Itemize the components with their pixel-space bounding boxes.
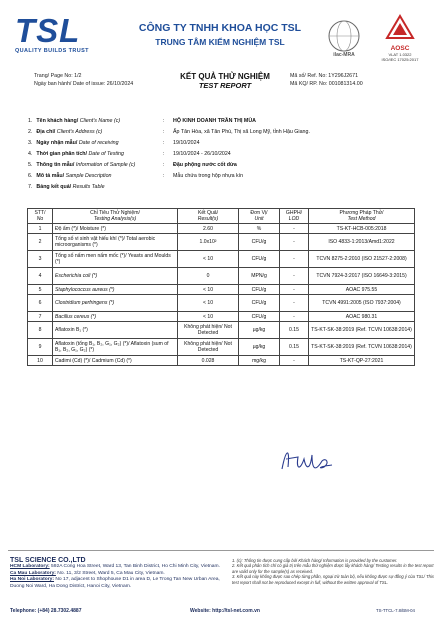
cell-result: 0.028 <box>178 356 239 366</box>
report-number: Mã KQ/ RP. No: 001081314.00 <box>290 81 363 87</box>
cell-analysis: Staphylococcus aureus (*) <box>53 285 178 295</box>
cell-method: TS-KT-SK-38:2019 (Ref. TCVN 10638:2014) <box>309 322 415 339</box>
cell-no: 9 <box>28 339 53 356</box>
cell-no: 10 <box>28 356 53 366</box>
header-unit: Đơn Vị/ Unit <box>239 209 280 224</box>
cell-method: TCVN 7924-3:2017 (ISO 16649-3:2015) <box>309 268 415 285</box>
table-row <box>28 224 415 234</box>
cell-lod: - <box>280 268 309 285</box>
aosc-badge <box>372 14 428 66</box>
ilac-text: ilac-MRA <box>333 52 355 58</box>
issue-date: Ngày ban hành/ Date of issue: 26/10/2024 <box>34 81 134 87</box>
cell-unit: CFU/g <box>239 295 280 312</box>
cell-analysis: Aflatoxin B₁ (*) <box>53 322 178 339</box>
cell-result: < 10 <box>178 285 239 295</box>
cell-result: < 10 <box>178 295 239 312</box>
cell-no: 3 <box>28 251 53 268</box>
table-row <box>28 268 415 285</box>
cell-lod: 0.15 <box>280 322 309 339</box>
vlat-text: VLAT 1.0322 <box>388 52 412 57</box>
cell-method: TS-KT-QP-27:2021 <box>309 356 415 366</box>
aosc-triangle-icon <box>385 14 415 40</box>
header-method: Phương Pháp Thử/ Test Method <box>309 209 415 224</box>
table-row <box>28 234 415 251</box>
cell-lod: - <box>280 224 309 234</box>
footer-telephone: Telephone: (+84) 28.7302.4887 <box>10 608 82 614</box>
cell-unit: CFU/g <box>239 312 280 322</box>
cell-lod: - <box>280 356 309 366</box>
footer-note-3: 3. Kết quả này không được sao chép từng phần, ngoại trừ toàn bộ, nếu không được sự đồng ý của TSL/ This test report shall not be reproduced except in full, without the written approval of TSL. <box>232 574 435 585</box>
cell-result: 2.60 <box>178 224 239 234</box>
header-analysis: Chỉ Tiêu Thử Nghiệm/ Testing Analysis(s) <box>53 209 178 224</box>
company-name: CÔNG TY TNHH KHOA HỌC TSL <box>138 22 302 34</box>
info-label: 5. Thông tin mẫu/ Information of Sample (c) <box>28 162 136 168</box>
cell-analysis: Tổng số nấm men nấm mốc (*)/ Yeasts and Moulds (*) <box>53 251 178 268</box>
cell-lod: - <box>280 312 309 322</box>
logo-tagline: QUALITY BUILDS TRUST <box>15 48 89 54</box>
cell-no: 2 <box>28 234 53 251</box>
report-title-vi: KẾT QUẢ THỬ NGHIỆM <box>180 72 270 81</box>
company-logo <box>15 14 111 64</box>
info-value: Mẫu chứa trong hộp nhựa kín <box>173 173 244 179</box>
cell-no: 6 <box>28 295 53 312</box>
cell-no: 8 <box>28 322 53 339</box>
info-value: 19/10/2024 <box>173 140 200 146</box>
cell-method: AOAC 980.31 <box>309 312 415 322</box>
results-header-row <box>28 209 415 224</box>
cell-analysis: Aflatoxin (tổng B₁, B₂, G₁, G₂) (*)/ Aflatoxin (sum of B₁, B₂, G₁, G₂) (*) <box>53 339 178 356</box>
signature-mark <box>276 443 338 477</box>
info-value: 19/10/2024 - 26/10/2024 <box>173 151 231 157</box>
info-label: 3. Ngày nhận mẫu/ Date of receiving <box>28 140 119 146</box>
cell-unit: CFU/g <box>239 251 280 268</box>
cell-analysis: Escherichia coli (*) <box>53 268 178 285</box>
ref-number: Mã số/ Ref. No: 1Y296J2671 <box>290 73 359 79</box>
table-row <box>28 295 415 312</box>
cell-method: TS-KT-HCB-005:2018 <box>309 224 415 234</box>
cell-unit: µg/kg <box>239 339 280 356</box>
info-label: 2. Địa chỉ/ Client's Address (c) <box>28 129 103 135</box>
info-colon: : <box>163 151 165 157</box>
footer-note-1: 1. (c): Thông tin được cung cấp bởi Khách hàng/ Information is provided by the customer. <box>232 558 398 563</box>
cell-analysis: Clostridium perfringens (*) <box>53 295 178 312</box>
table-row <box>28 339 415 356</box>
cell-unit: % <box>239 224 280 234</box>
info-label: 1. Tên khách hàng/ Client's Name (c) <box>28 118 121 124</box>
footer-website: Website: http://tsl-net.com.vn <box>190 608 260 614</box>
table-row <box>28 312 415 322</box>
info-label: 4. Thời gian phân tích/ Date of Testing <box>28 151 124 157</box>
cell-result: 0 <box>178 268 239 285</box>
cell-result: < 10 <box>178 312 239 322</box>
cell-no: 4 <box>28 268 53 285</box>
header-no: STT/ No <box>28 209 53 224</box>
info-colon: : <box>163 162 165 168</box>
cell-result: 1.0x10² <box>178 234 239 251</box>
cell-unit: MPN/g <box>239 268 280 285</box>
table-row <box>28 285 415 295</box>
footer-note-2: 2. Kết quả phân tích chỉ có giá trị trên mẫu thử nghiệm được lấy khách hàng/ Testing results in the test report are valid only for the sample(s) as received. <box>232 563 434 574</box>
footer-addresses <box>10 558 234 590</box>
footer-divider <box>8 550 434 551</box>
cell-method: ISO 4833-1:2013/Amd1:2022 <box>309 234 415 251</box>
cell-analysis: Cadimi (Cd) (*)/ Cadmium (Cd) (*) <box>53 356 178 366</box>
table-row <box>28 322 415 339</box>
cell-analysis: Tổng số vi sinh vật hiếu khí (*)/ Total aerobic microorganisms (*) <box>53 234 178 251</box>
cell-unit: µg/kg <box>239 322 280 339</box>
page-number: Trang/ Page No: 1/2 <box>34 73 82 79</box>
info-colon: : <box>163 129 165 135</box>
header-result: Kết Quả/ Result(s) <box>178 209 239 224</box>
cell-method: TCVN 4991:2005 (ISO 7937:2004) <box>309 295 415 312</box>
report-title-en: TEST REPORT <box>198 81 252 90</box>
cell-result: Không phát hiện/ Not Detected <box>178 322 239 339</box>
info-value: Ấp Tân Hòa, xã Tân Phú, Thị xã Long Mỹ, tỉnh Hậu Giang. <box>173 129 310 135</box>
cell-lod: 0.15 <box>280 339 309 356</box>
cell-unit: CFU/g <box>239 234 280 251</box>
footer-company: TSL SCIENCE CO.,LTD <box>10 557 86 564</box>
cell-analysis: Độ ẩm (*)/ Moisture (*) <box>53 224 178 234</box>
cell-result: Không phát hiện/ Not Detected <box>178 339 239 356</box>
info-colon: : <box>163 140 165 146</box>
footer-hanoi: Ha Noi Laboratory: No 17, adjacent to Shophouse D1 in area D, Le Trong Tan New Urban Area, Duong Noi Ward, Ha Dong District, Hanoi City, Vietnam. <box>10 577 220 589</box>
cell-lod: - <box>280 285 309 295</box>
center-name: TRUNG TÂM KIỂM NGHIỆM TSL <box>155 37 285 47</box>
info-value: Đậu phộng nước cốt dừa <box>173 162 237 168</box>
table-row <box>28 356 415 366</box>
header-lod: GHPH/ LOD <box>280 209 309 224</box>
results-table <box>27 208 415 366</box>
cell-lod: - <box>280 251 309 268</box>
info-colon: : <box>163 118 165 124</box>
info-label: 6. Mô tả mẫu/ Sample Description <box>28 173 112 179</box>
cell-method: TCVN 8275-2:2010 (ISO 21527-2:2008) <box>309 251 415 268</box>
cell-no: 7 <box>28 312 53 322</box>
info-colon: : <box>163 173 165 179</box>
cell-method: TS-KT-SK-38:2019 (Ref. TCVN 10638:2014) <box>309 339 415 356</box>
aosc-text: AOSC <box>390 45 410 52</box>
cell-no: 1 <box>28 224 53 234</box>
logo-text: TSL <box>15 12 81 49</box>
footer-notes <box>232 558 438 585</box>
footer-camau: Ca Mau Laboratory: No. 11, 3/2 Street, Ward 5, Ca Mau City, Vietnam. <box>10 570 165 576</box>
cell-analysis: Bacillus cereus (*) <box>53 312 178 322</box>
footer-form-code: TS-TTCL-7.8/BM-04 <box>376 608 415 613</box>
cell-lod: - <box>280 295 309 312</box>
cell-unit: CFU/g <box>239 285 280 295</box>
cell-no: 5 <box>28 285 53 295</box>
footer-hcm: HCM Laboratory: 592A Cong Hoa Street, Ward 13, Tan Binh District, Ho Chi Minh City, Vietnam. <box>10 564 220 570</box>
info-value: HỘ KINH DOANH TRẦN THỊ MÙA <box>173 118 256 124</box>
iso-text: ISO/IEC 17025:2017 <box>381 57 419 62</box>
cell-lod: - <box>280 234 309 251</box>
cell-unit: mg/kg <box>239 356 280 366</box>
table-row <box>28 251 415 268</box>
cell-method: AOAC 975.55 <box>309 285 415 295</box>
info-label: 7. Bảng kết quả/ Results Table <box>28 184 105 190</box>
ilac-mra-badge <box>322 16 366 60</box>
cell-result: < 10 <box>178 251 239 268</box>
